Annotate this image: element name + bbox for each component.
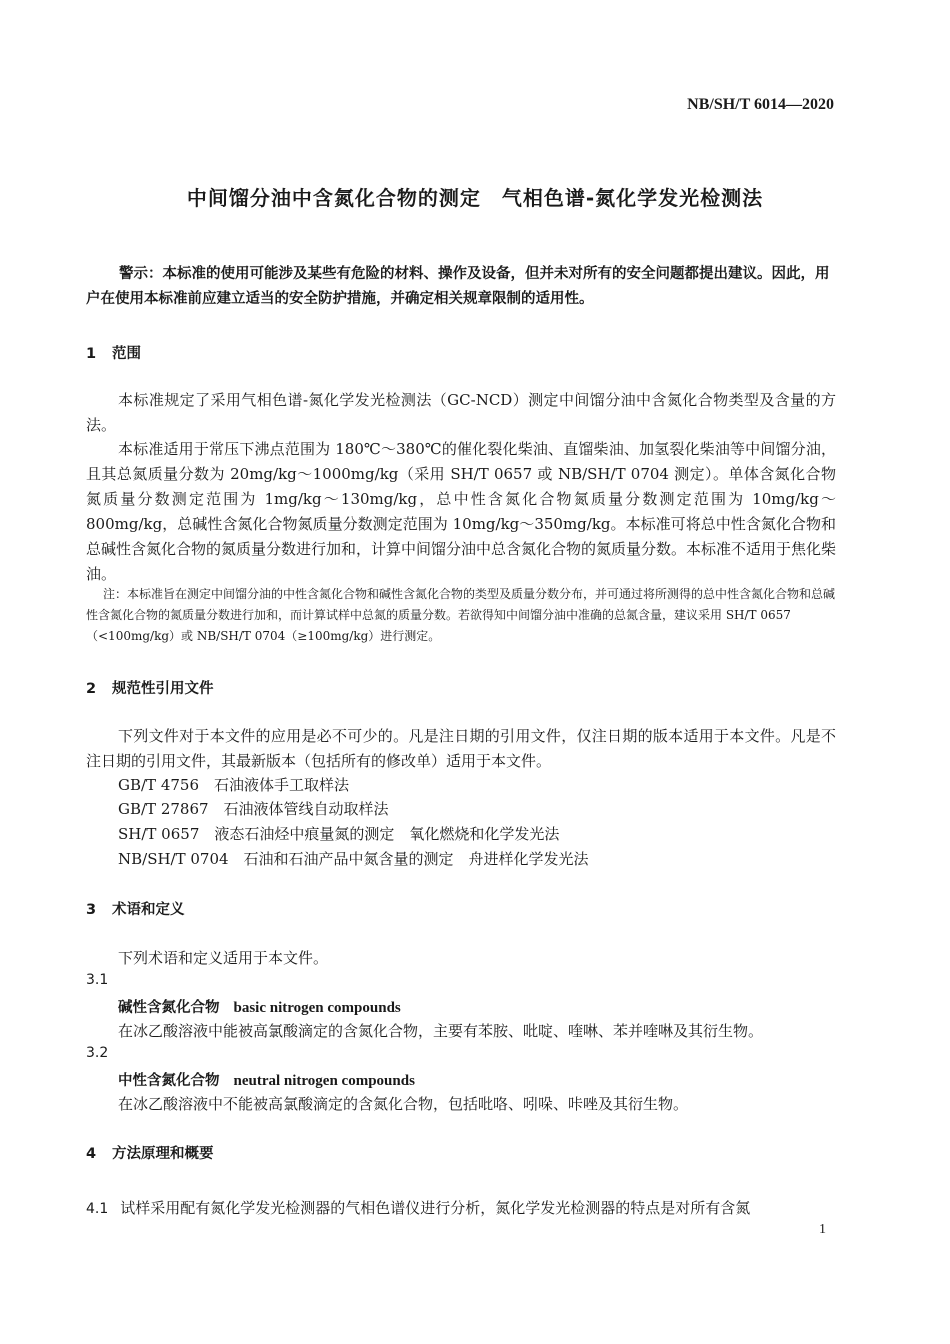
standard-code: NB/SH/T 6014—2020 [687,96,834,113]
warning-paragraph: 警示：本标准的使用可能涉及某些有危险的材料、操作及设备，但并未对所有的安全问题都提出建议。因此，用户在使用本标准前应建立适当的安全防护措施，并确定相关规章限制的适用性。 [86,266,830,307]
reference-item: NB/SH/T 0704 石油和石油产品中氮含量的测定 舟进样化学发光法 [118,850,589,868]
term-definition: 在冰乙酸溶液中不能被高氯酸滴定的含氮化合物，包括吡咯、吲哚、咔唑及其衍生物。 [118,1095,689,1113]
section-number: 4 [86,1146,97,1162]
section-1-paragraph-2: 本标准适用于常压下沸点范围为 180℃～380℃的催化裂化柴油、直馏柴油、加氢裂化柴油等中间馏分油，且其总氮质量分数为 20mg/kg～1000mg/kg（采用 SH/T 0657 或 NB/SH/T 0704 测定）。单体含氮化合物氮质量分数测定范围为 1mg/kg～130mg/kg，总中性含氮化合物氮质量分数测定范围为 10mg/kg～800mg/kg，总碱性含氮化合物氮质量分数测定范围为 10mg/kg～350mg/kg。本标准可将总中性含氮化合物和总碱性含氮化合物的氮质量分数进行加和，计算中间馏分油中总含氮化合物的氮质量分数。本标准不适用于焦化柴油。 [86,440,837,583]
section-number: 1 [86,346,97,362]
section-2-paragraph-1: 下列文件对于本文件的应用是必不可少的。凡是注日期的引用文件，仅注日期的版本适用于本文件。凡是不注日期的引用文件，其最新版本（包括所有的修改单）适用于本文件。 [86,727,836,770]
section-1-heading [86,342,141,363]
term-name-zh: 碱性含氮化合物 [118,1000,220,1016]
document-title: 中间馏分油中含氮化合物的测定 气相色谱-氮化学发光检测法 [186,186,764,210]
term-number: 3.1 [86,972,109,988]
term-name-en: neutral nitrogen compounds [233,1073,415,1089]
term-name-en: basic nitrogen compounds [233,1000,401,1016]
term-definition: 在冰乙酸溶液中能被高氯酸滴定的含氮化合物，主要有苯胺、吡啶、喹啉、苯并喹啉及其衍生物。 [118,1022,764,1040]
section-title: 规范性引用文件 [112,681,214,697]
section-3-paragraph-1: 下列术语和定义适用于本文件。 [118,949,329,967]
clause-number: 4.1 [86,1201,109,1217]
section-title: 术语和定义 [112,902,185,918]
reference-item: GB/T 27867 石油液体管线自动取样法 [118,800,389,818]
section-1-paragraph-1: 本标准规定了采用气相色谱-氮化学发光检测法（GC-NCD）测定中间馏分油中含氮化合物类型及含量的方法。 [86,391,836,434]
term-number: 3.2 [86,1045,109,1061]
section-title: 范围 [112,346,141,362]
section-number: 3 [86,902,97,918]
reference-item: GB/T 4756 石油液体手工取样法 [118,776,350,794]
section-title: 方法原理和概要 [112,1146,214,1162]
reference-item: SH/T 0657 液态石油烃中痕量氮的测定 氧化燃烧和化学发光法 [118,825,560,843]
section-2-heading [86,677,214,698]
clause-text: 试样采用配有氮化学发光检测器的气相色谱仪进行分析，氮化学发光检测器的特点是对所有含氮 [120,1199,751,1217]
clause-4-1 [86,1197,750,1218]
page-number: 1 [819,1222,826,1237]
term-name-zh: 中性含氮化合物 [118,1073,220,1089]
section-3-heading [86,898,185,919]
term-name [118,1069,415,1090]
section-number: 2 [86,681,97,697]
term-name [118,996,401,1017]
section-1-note: 注：本标准旨在测定中间馏分油的中性含氮化合物和碱性含氮化合物的类型及质量分数分布，并可通过将所测得的总中性含氮化合物和总碱性含氮化合物的氮质量分数进行加和，而计算试样中总氮的质量分数。若欲得知中间馏分油中准确的总氮含量，建议采用 SH/T 0657（<100mg/kg）或 NB/SH/T 0704（≥100mg/kg）进行测定。 [86,587,836,643]
section-4-heading [86,1142,214,1163]
